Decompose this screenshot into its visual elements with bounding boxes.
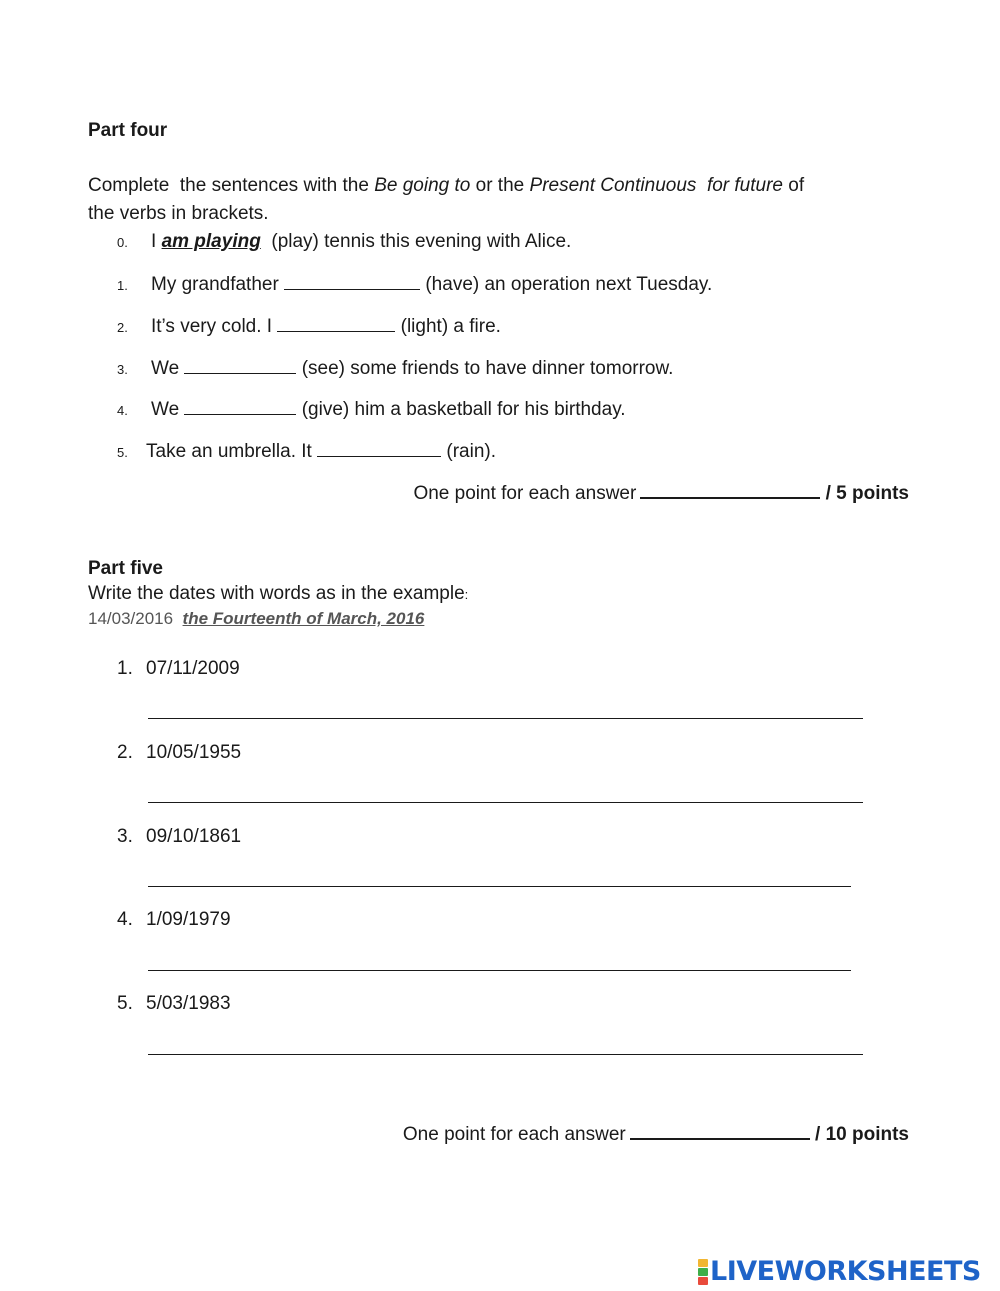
answer-blank[interactable] bbox=[184, 398, 296, 415]
item-number: 5. bbox=[117, 445, 128, 460]
part-four-instructions-line2: the verbs in brackets. bbox=[88, 203, 269, 224]
list-item bbox=[117, 993, 231, 1015]
item-date: 1/09/1979 bbox=[146, 909, 231, 930]
list-item bbox=[117, 231, 571, 253]
list-item bbox=[117, 742, 241, 764]
example-answer: the Fourteenth of March, 2016 bbox=[182, 609, 425, 628]
instr-be-going-to: Be going to bbox=[374, 175, 471, 196]
example-line bbox=[88, 609, 424, 629]
example-date: 14/03/2016 bbox=[88, 609, 174, 628]
answer-blank[interactable] bbox=[184, 357, 296, 374]
example-answer: am playing bbox=[161, 231, 261, 252]
instr-of: of bbox=[783, 175, 805, 196]
logo-block bbox=[698, 1277, 708, 1285]
list-item bbox=[117, 440, 496, 463]
answer-blank[interactable] bbox=[277, 315, 395, 332]
score-line bbox=[403, 1121, 909, 1146]
item-date: 10/05/1955 bbox=[146, 742, 242, 763]
item-pre: Take an umbrella. It bbox=[146, 441, 318, 462]
score-blank[interactable] bbox=[640, 480, 820, 499]
instructions-text: Write the dates with words as in the example bbox=[88, 583, 465, 604]
item-date: 09/10/1861 bbox=[146, 826, 242, 847]
item-post: (have) an operation next Tuesday. bbox=[420, 274, 713, 295]
score-points: / 10 points bbox=[815, 1124, 909, 1145]
list-item bbox=[117, 826, 241, 848]
list-item bbox=[117, 658, 240, 680]
item-date: 07/11/2009 bbox=[146, 658, 240, 679]
item-date: 5/03/1983 bbox=[146, 993, 231, 1014]
item-number: 4. bbox=[117, 403, 128, 418]
item-number: 0. bbox=[117, 235, 128, 250]
list-item bbox=[117, 398, 626, 421]
item-number: 2. bbox=[117, 320, 128, 335]
list-item bbox=[117, 315, 501, 338]
score-blank[interactable] bbox=[630, 1121, 810, 1140]
answer-line[interactable] bbox=[148, 970, 851, 971]
item-pre: I bbox=[151, 231, 162, 252]
score-points: / 5 points bbox=[825, 483, 909, 504]
answer-blank[interactable] bbox=[317, 440, 441, 457]
instr-present-continuous: Present Continuous for future bbox=[529, 175, 783, 196]
answer-blank[interactable] bbox=[284, 273, 420, 290]
item-number: 1. bbox=[117, 658, 133, 679]
logo-text: LIVEWORKSHEETS bbox=[710, 1256, 981, 1287]
instructions-colon: : bbox=[464, 587, 469, 602]
instr-or-the: or the bbox=[470, 175, 530, 196]
item-pre: My grandfather bbox=[151, 274, 285, 295]
part-four-heading: Part four bbox=[88, 120, 168, 141]
item-pre: We bbox=[151, 358, 185, 379]
item-post: (play) tennis this evening with Alice. bbox=[260, 231, 572, 252]
logo-block bbox=[698, 1259, 708, 1267]
item-number: 1. bbox=[117, 278, 128, 293]
answer-line[interactable] bbox=[148, 718, 863, 719]
list-item bbox=[117, 357, 673, 380]
item-number: 5. bbox=[117, 993, 133, 1014]
item-post: (give) him a basketball for his birthday. bbox=[296, 399, 626, 420]
score-label: One point for each answer bbox=[413, 483, 637, 504]
item-number: 4. bbox=[117, 909, 133, 930]
logo-block bbox=[698, 1268, 708, 1276]
item-post: (rain). bbox=[441, 441, 496, 462]
part-four-instructions-line1 bbox=[88, 175, 804, 197]
answer-line[interactable] bbox=[148, 1054, 863, 1055]
part-five-heading: Part five bbox=[88, 558, 163, 579]
instr-spacer: Complete the sentences with the bbox=[88, 175, 375, 196]
item-post: (light) a fire. bbox=[395, 316, 501, 337]
score-line bbox=[413, 480, 909, 505]
item-pre: It’s very cold. I bbox=[151, 316, 278, 337]
item-number: 3. bbox=[117, 362, 128, 377]
logo-blocks-icon bbox=[698, 1259, 708, 1285]
item-post: (see) some friends to have dinner tomorrow. bbox=[296, 358, 674, 379]
answer-line[interactable] bbox=[148, 802, 863, 803]
list-item bbox=[117, 273, 712, 296]
list-item bbox=[117, 909, 231, 931]
item-number: 2. bbox=[117, 742, 133, 763]
part-five-instructions bbox=[88, 583, 468, 605]
score-label: One point for each answer bbox=[402, 1124, 626, 1145]
liveworksheets-logo bbox=[698, 1256, 981, 1287]
item-pre: We bbox=[151, 399, 185, 420]
item-number: 3. bbox=[117, 826, 133, 847]
answer-line[interactable] bbox=[148, 886, 851, 887]
